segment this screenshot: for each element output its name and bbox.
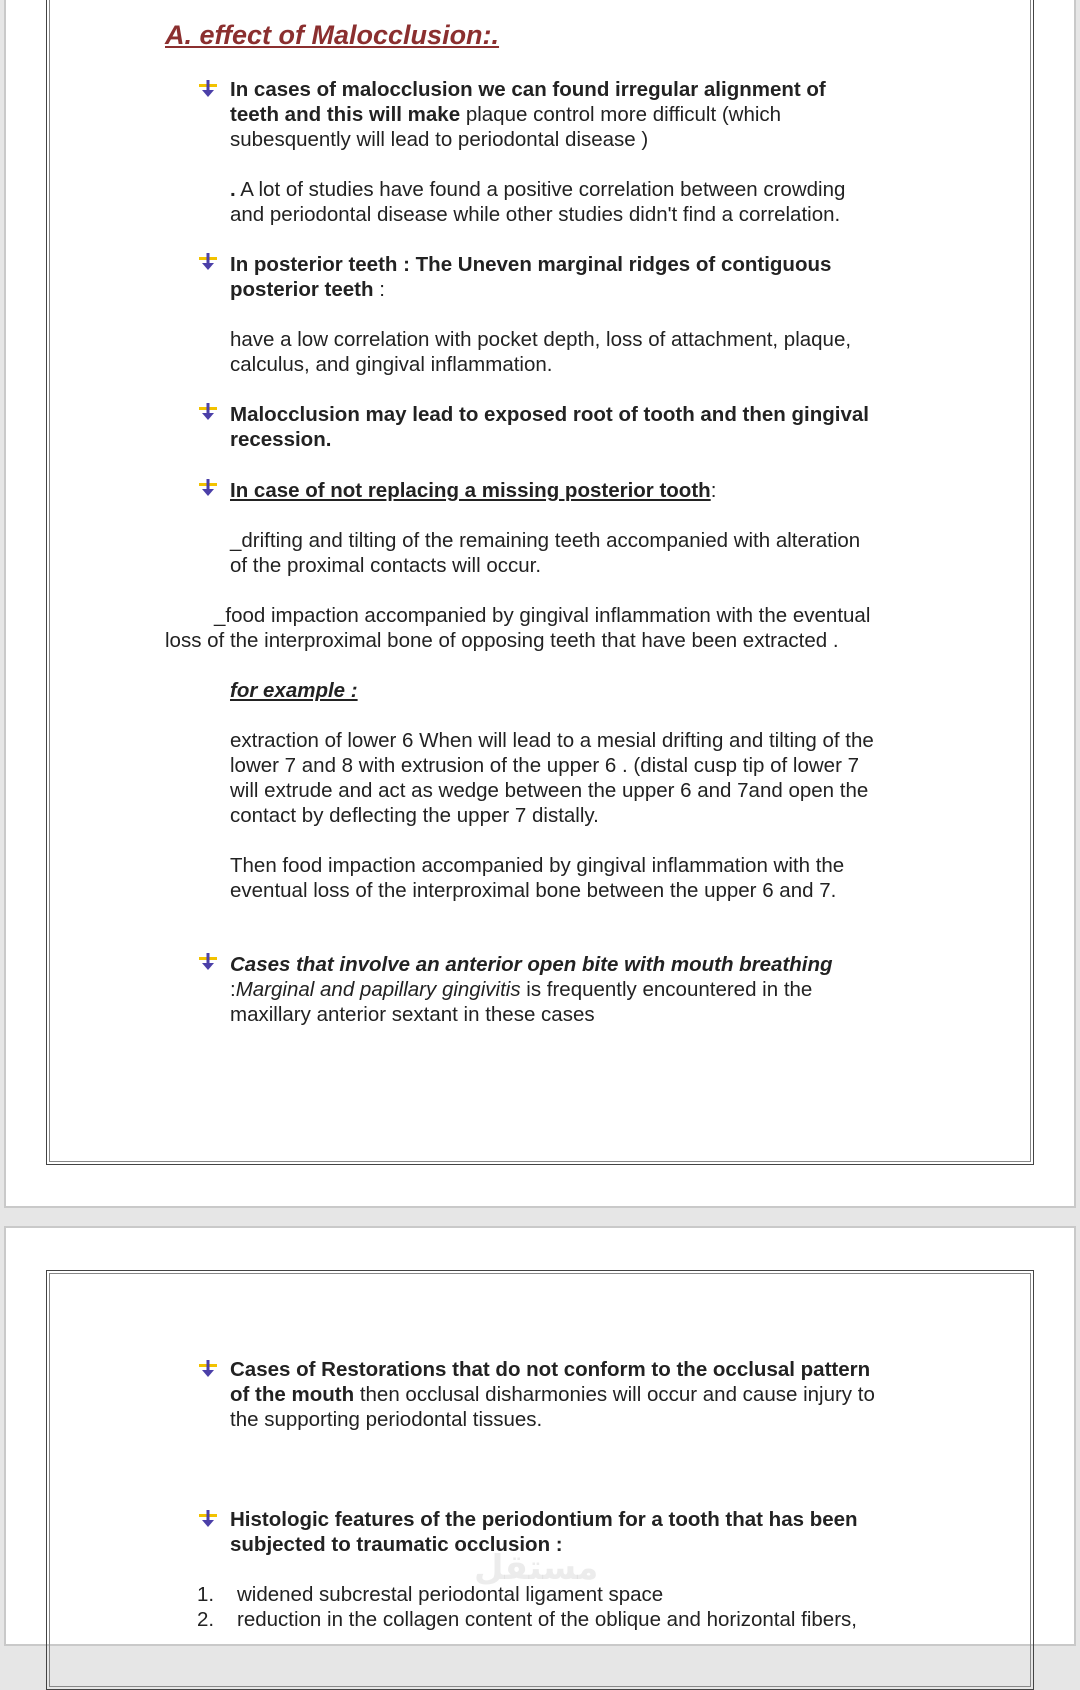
list-item: reduction in the collagen content of the oblique and horizontal fibers,: [237, 1608, 857, 1631]
bullet-1-line-3: subesquently will lead to periodontal disease ): [230, 128, 649, 151]
list-number: 2.: [197, 1608, 215, 1631]
bullet-3-line-1: Malocclusion may lead to exposed root of tooth and then gingival: [230, 403, 869, 426]
bullet-arrow-icon: [199, 403, 217, 421]
bullet-4-line-1: In case of not replacing a missing posterior tooth:: [230, 479, 717, 502]
bullet-arrow-icon: [199, 479, 217, 497]
watermark-logo: مستقل: [474, 1548, 599, 1588]
paragraph-then-line-1: Then food impaction accompanied by gingival inflammation with the: [230, 854, 845, 877]
bullet-5-line-2: :Marginal and papillary gingivitis is frequently encountered in the: [230, 978, 813, 1001]
bullet-arrow-icon: [199, 80, 217, 98]
paragraph-correlation-line-2: and periodontal disease while other studies didn't find a correlation.: [230, 203, 841, 226]
bullet-6-line-1: Cases of Restorations that do not conform to the occlusal pattern: [230, 1358, 871, 1381]
list-item: widened subcrestal periodontal ligament space: [237, 1583, 664, 1606]
paragraph-low-correlation-line-2: calculus, and gingival inflammation.: [230, 353, 553, 376]
bullet-3-line-2: recession.: [230, 428, 332, 451]
example-line-2: lower 7 and 8 with extrusion of the upper 6 . (distal cusp tip of lower 7: [230, 754, 860, 777]
section-heading: A. effect of Malocclusion:.: [165, 20, 500, 50]
bullet-arrow-icon: [199, 1360, 217, 1378]
paragraph-food-impaction-line-1: _food impaction accompanied by gingival inflammation with the eventual: [214, 604, 871, 627]
paragraph-food-impaction-line-2: loss of the interproximal bone of opposing teeth that have been extracted .: [165, 629, 839, 652]
example-line-4: contact by deflecting the upper 7 distally.: [230, 804, 599, 827]
bullet-6-line-2: of the mouth then occlusal disharmonies will occur and cause injury to: [230, 1383, 875, 1406]
paragraph-drifting-line-2: of the proximal contacts will occur.: [230, 554, 542, 577]
bullet-5-line-3: maxillary anterior sextant in these cases: [230, 1003, 595, 1026]
bullet-7-line-2: subjected to traumatic occlusion :: [230, 1533, 563, 1556]
bullet-1-line-2: teeth and this will make plaque control more difficult (which: [230, 103, 782, 126]
bullet-5-line-1: Cases that involve an anterior open bite with mouth breathing: [230, 953, 833, 976]
paragraph-correlation-line-1: . A lot of studies have found a positive correlation between crowding: [230, 178, 846, 201]
bullet-1-line-1: In cases of malocclusion we can found irregular alignment of: [230, 78, 826, 101]
bullet-2-line-2: posterior teeth :: [230, 278, 385, 301]
bullet-2-line-1: In posterior teeth : The Uneven marginal ridges of contiguous: [230, 253, 832, 276]
paragraph-low-correlation-line-1: have a low correlation with pocket depth, loss of attachment, plaque,: [230, 328, 852, 351]
example-label: for example :: [230, 679, 358, 702]
paragraph-drifting-line-1: _drifting and tilting of the remaining teeth accompanied with alteration: [230, 529, 861, 552]
example-line-1: extraction of lower 6 When will lead to a mesial drifting and tilting of the: [230, 729, 874, 752]
paragraph-then-line-2: eventual loss of the interproximal bone between the upper 6 and 7.: [230, 879, 837, 902]
example-line-3: will extrude and act as wedge between the upper 6 and 7and open the: [230, 779, 869, 802]
bullet-arrow-icon: [199, 1510, 217, 1528]
bullet-6-line-3: the supporting periodontal tissues.: [230, 1408, 543, 1431]
bullet-arrow-icon: [199, 253, 217, 271]
list-number: 1.: [197, 1583, 215, 1606]
bullet-7-line-1: Histologic features of the periodontium for a tooth that has been: [230, 1508, 858, 1531]
bullet-arrow-icon: [199, 953, 217, 971]
